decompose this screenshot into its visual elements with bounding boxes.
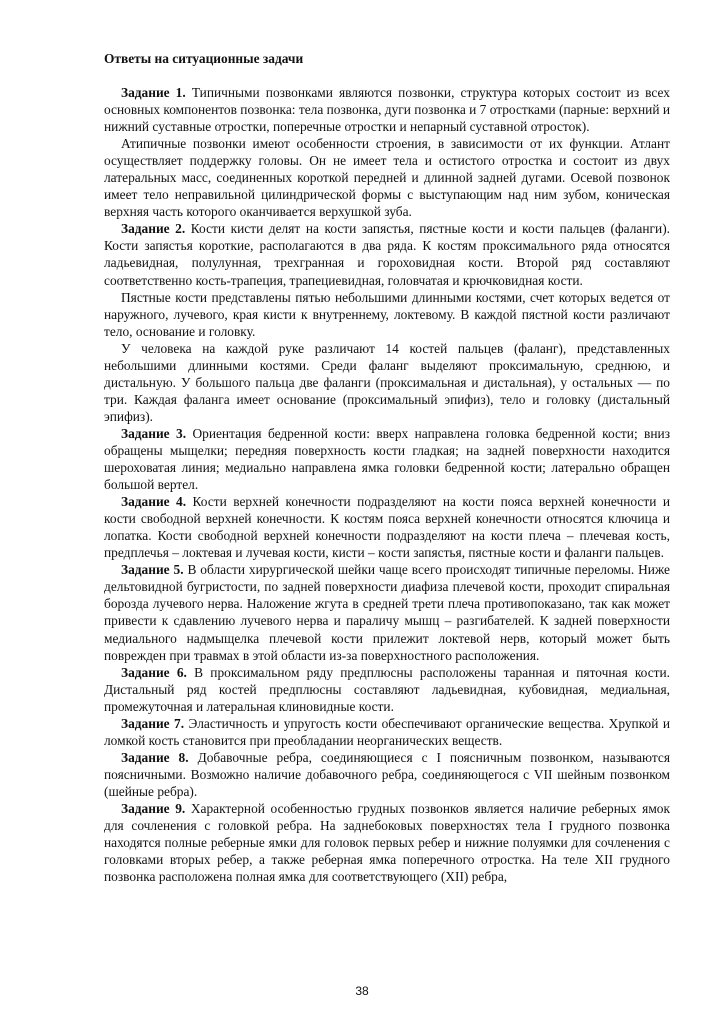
page-number: 38: [355, 984, 369, 998]
paragraph-text: Характерной особенностью грудных позвонков является наличие реберных ямок для сочленения с головкой ребра. На заднебоковых поверхностях тела I грудного позвонка находятся полные реберные ямки для головок первых ребер и нижние полуямки для сочленения с головками вторых ребер, а также реберная ямка поперечного отростка. На теле XII грудного позвонка расположена полная ямка для соответствующего (XII) ребра,: [104, 800, 670, 885]
paragraph-text: В проксимальном ряду предплюсны расположены таранная и пяточная кости. Дистальный ряд костей предплюсны составляют ладьевидная, кубовидная, медиальная, промежуточная и латеральная клиновидные кости.: [104, 664, 671, 714]
paragraph-task-1-atypical: [104, 135, 670, 220]
paragraph-task-2-metacarpals: [104, 289, 670, 340]
paragraph-task-2: [104, 220, 670, 288]
paragraph-task-8: [104, 749, 670, 800]
paragraph-text: Ориентация бедренной кости: вверх направлена головка бедренной кости; вниз обращены мыщелки; передняя поверхность кости гладкая; на задней поверхности находится шероховатая линия; медиально направлена ямка головки бедренной кости; латерально обращен большой вертел.: [104, 425, 671, 493]
paragraph-task-1: [104, 84, 670, 135]
paragraph-task-9: [104, 800, 670, 885]
paragraph-text: Атипичные позвонки имеют особенности строения, в зависимости от их функции. Атлант осуществляет поддержку головы. Он не имеет тела и остистого отростка и состоит из двух латеральных масс, соединенных короткой передней и длинной задней дугами. Осевой позвонок имеет тело неправильной цилиндрической формы с выступающим над ним зубом, коническая верхняя часть которого оканчивается верхушкой зуба.: [104, 136, 670, 220]
task-label: Задание 6.: [121, 664, 187, 680]
paragraph-task-3: [104, 425, 670, 493]
page-title: Ответы на ситуационные задачи: [104, 51, 304, 66]
page-content: [104, 50, 670, 885]
task-label: Задание 1.: [121, 85, 186, 100]
paragraph-text: У человека на каждой руке различают 14 костей пальцев (фаланг), представленных небольшими длинными костями. Среди фаланг выделяют проксимальную, среднюю, и дистальную. У большого пальца две фаланги (проксимальная и дистальная), у остальных — по три. Каждая фаланга имеет основание (проксимальный эпифиз), тело и головку (дистальный эпифиз).: [104, 340, 670, 424]
task-label: Задание 4.: [121, 494, 187, 510]
task-label: Задание 2.: [121, 221, 186, 237]
task-label: Задание 7.: [121, 715, 185, 731]
paragraph-task-6: [104, 664, 670, 715]
paragraph-task-5: [104, 561, 670, 663]
task-label: Задание 5.: [121, 562, 184, 578]
paragraph-text: В области хирургической шейки чаще всего происходят типичные переломы. Ниже дельтовидной бугристости, по задней поверхности диафиза плечевой кости, проходит спиральная борозда лучевого нерва. Наложение жгута в средней трети плеча противопоказано, так как может привести к сдавлению лучевого нерва и параличу мышц – разгибателей. К задней поверхности медиального надмыщелка плечевой кости прилежит локтевой нерв, который может быть поврежден при травмах в этой области из-за поверхностного расположения.: [104, 562, 670, 663]
paragraph-text: Пястные кости представлены пятью небольшими длинными костями, счет которых ведется от наружного, лучевого, края кисти к внутреннему, локтевому. В каждой пястной кости различают тело, основание и головку.: [104, 289, 670, 339]
paragraph-task-7: [104, 715, 670, 749]
task-label: Задание 3.: [121, 425, 187, 441]
paragraph-text: Типичными позвонками являются позвонки, структура которых состоит из всех основных компонентов позвонка: тела позвонка, дуги позвонка и 7 отростками (парные: верхний и нижний суставные отростки, поперечные отростки и непарный суставной отросток).: [104, 85, 671, 135]
paragraph-text: Эластичность и упругость кости обеспечивают органические вещества. Хрупкой и ломкой кость становится при преобладании неорганических веществ.: [104, 715, 671, 748]
task-label: Задание 9.: [121, 800, 186, 816]
paragraph-task-2-phalanges: [104, 340, 670, 425]
paragraph-text: Добавочные ребра, соединяющиеся с I поясничным позвонком, называются поясничными. Возможно наличие добавочного ребра, соединяющегося с VII шейным позвонком (шейные ребра).: [104, 749, 670, 799]
task-label: Задание 8.: [121, 749, 189, 765]
paragraph-text: Кости кисти делят на кости запястья, пястные кости и кости пальцев (фаланги). Кости запястья короткие, располагаются в два ряда. К костям проксимального ряда относятся ладьевидная, полулунная, трехгранная и гороховидная кости. Второй ряд составляют соответственно кость-трапеция, трапециевидная, головчатая и крючковидная кости.: [104, 221, 670, 288]
paragraph-text: Кости верхней конечности подразделяют на кости пояса верхней конечности и кости свободной верхней конечности. К костям пояса верхней конечности относятся ключица и лопатка. Кости свободной верхней конечности подразделяют на кости плеча – плечевая кость, предплечья – локтевая и лучевая кости, кисти – кости запястья, пястные кости и фаланги пальцев.: [104, 494, 670, 561]
paragraph-task-4: [104, 493, 670, 561]
